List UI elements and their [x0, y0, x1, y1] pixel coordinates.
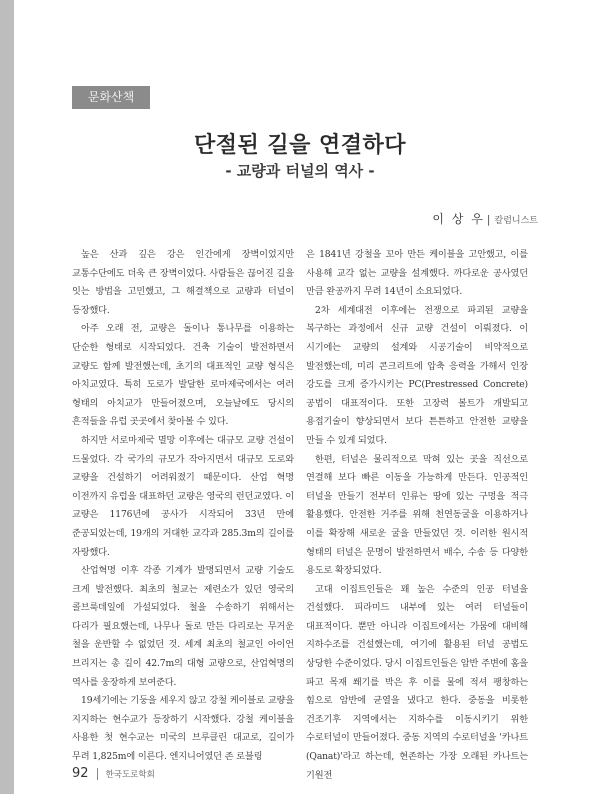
author-role: 칼럼니스트 [494, 216, 538, 226]
footer-divider [97, 768, 98, 780]
page-footer [72, 766, 155, 781]
paragraph: 한편, 터널은 물리적으로 막혀 있는 곳을 직선으로 연결해 보다 빠른 이동을 가능하게 만든다. 인공적인 터널을 만들기 전부터 인류는 땅에 있는 구멍을 적극 활용했다. 안전한 거주를 위해 천연동굴을 이용하거나 이를 확장해 새로운 굴을 만들었던 것. 이러한 원시적 형태의 터널은 문명이 발전하면서 배수, 수송 등 다양한 용도로 확장되었다. [306, 453, 528, 577]
author-name: 이 상 우 [432, 212, 485, 226]
left-column [72, 246, 294, 767]
publication-name: 한국도로학회 [105, 769, 155, 780]
paragraph: 고대 이집트인들은 꽤 높은 수준의 인공 터널을 건설했다. 피라미드 내부에 있는 여러 터널들이 대표적이다. 뿐만 아니라 이집트에서는 가뭄에 대비해 지하수조를 건설했는데, 여기에 활용된 터널 공법도 상당한 수준이었다. 당시 이집트인들은 암반 주변에 홈을 파고 목재 쐐기를 박은 후 이를 물에 적셔 팽창하는 힘으로 암반에 균열을 냈다고 한다. 중동을 비롯한 건조기후 지역에서는 지하수를 이동시키기 위한 수로터널이 만들어졌다. 중동 지역의 수로터널을 '카나트(Qanat)'라고 하는데, 현존하는 가장 오래된 카나트는 기원전 [306, 583, 528, 781]
article-subtitle: - 교량과 터널의 역사 - [225, 162, 375, 180]
paragraph: 높은 산과 깊은 강은 인간에게 장벽이었지만 교통수단에도 더욱 큰 장벽이었다. 사람들은 끊어진 길을 잇는 방법을 고민했고, 그 해결책으로 교량과 터널이 등장했다. [72, 249, 294, 316]
paragraph: 하지만 서로마제국 멸망 이후에는 대규모 교량 건설이 드물었다. 각 국가의 규모가 작아지면서 대규모 도로와 교량을 건설하기 어려워졌기 때문이다. 산업 혁명 이전까지 유럽을 대표하던 교량은 영국의 런던교였다. 이 교량은 1176년에 공사가 시작되어 33년 만에 준공되었는데, 19개의 거대한 교각과 285.3m의 길이를 자랑했다. [72, 434, 294, 558]
author-separator: | [486, 213, 491, 226]
article-title: 단절된 길을 연결하다 [193, 133, 407, 158]
page-edge-strip [0, 0, 14, 794]
paragraph: 아주 오래 전, 교량은 돌이나 통나무를 이용하는 단순한 형태로 시작되었다. 건축 기술이 발전하면서 교량도 함께 발전했는데, 초기의 대표적인 교량 형식은 아치교였다. 특히 도로가 발달한 로마제국에서는 여러 형태의 아치교가 만들어졌으며, 오늘날에도 당시의 흔적들을 유럽 곳곳에서 찾아볼 수 있다. [72, 323, 294, 428]
paragraph: 산업혁명 이후 각종 기계가 발명되면서 교량 기술도 크게 발전했다. 최초의 철교는 제련소가 있던 영국의 콜브룩데일에 가설되었다. 철을 수송하기 위해서는 다리가 필요했는데, 나무나 돌로 만든 다리로는 무거운 철을 운반할 수 없었던 것. 세계 최초의 철교인 아이언 브리지는 총 길이 42.7m의 대형 교량으로, 산업혁명의 역사를 웅장하게 보여준다. [72, 565, 294, 688]
author-byline [432, 210, 538, 227]
paragraph: 은 1841년 강철을 꼬아 만든 케이블을 고안했고, 이를 사용해 교각 없는 교량을 설계했다. 까다로운 공사였던 만큼 완공까지 무려 14년이 소요되었다. [306, 249, 528, 298]
page-number: 92 [72, 766, 89, 781]
right-column [306, 246, 528, 785]
paragraph: 2차 세계대전 이후에는 전쟁으로 파괴된 교량을 복구하는 과정에서 신규 교량 건설이 이뤄졌다. 이 시기에는 교량의 설계와 시공기술이 비약적으로 발전했는데, 미리 콘크리트에 압축 응력을 가해서 인장 강도를 크게 증가시키는 PC(Prestressed Concrete) 공법이 대표적이다. 또한 고장력 볼트가 개발되고 용접기술이 향상되면서 보다 튼튼하고 안전한 교량을 만들 수 있게 되었다. [306, 304, 528, 446]
section-tag: 문화산책 [72, 86, 150, 109]
paragraph: 19세기에는 기둥을 세우지 않고 강철 케이블로 교량을 지지하는 현수교가 등장하기 시작했다. 강철 케이블을 사용한 첫 현수교는 미국의 브루클린 대교로, 길이가 무려 1,825m에 이른다. 엔지니어였던 존 로블링 [72, 695, 294, 763]
